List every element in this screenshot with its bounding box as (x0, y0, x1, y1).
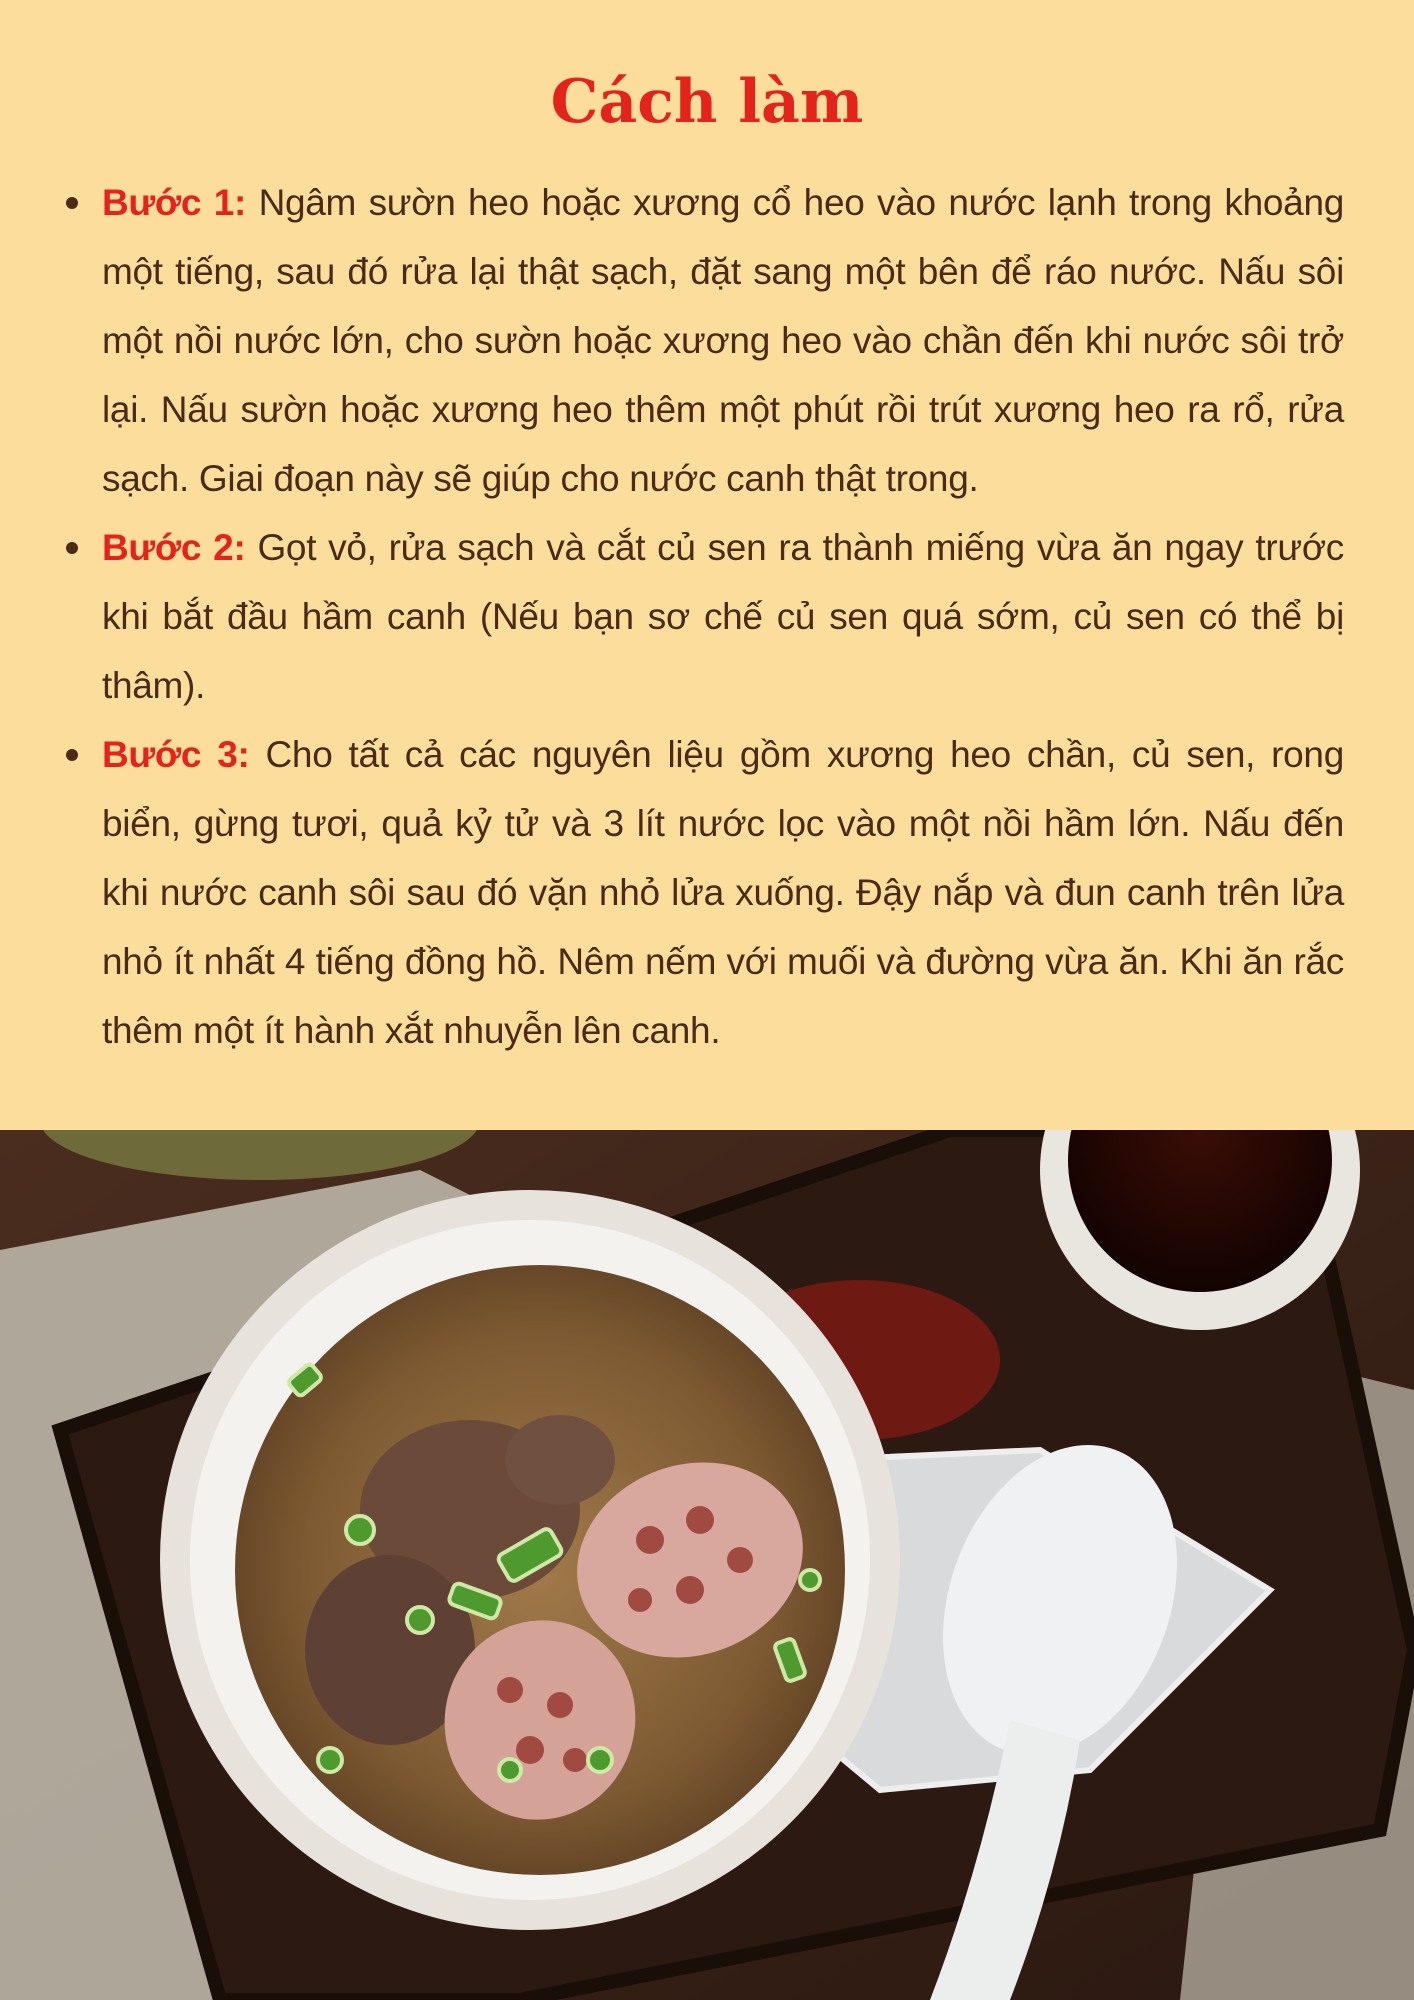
steps-list (60, 168, 1344, 1065)
step-label: Bước 3: (102, 734, 266, 775)
step-item-3 (60, 720, 1344, 1065)
bullet-icon (66, 749, 78, 761)
step-text: Cho tất cả các nguyên liệu gồm xương heo chần, củ sen, rong biển, gừng tươi, quả kỷ tử và 3 lít nước lọc vào một nồi hầm lớn. Nấu đến khi nước canh sôi sau đó vặn nhỏ lửa xuống. Đậy nắp và đun canh trên lửa nhỏ ít nhất 4 tiếng đồng hồ. Nêm nếm với muối và đường vừa ăn. Khi ăn rắc thêm một ít hành xắt nhuyễn lên canh. (102, 734, 1344, 1051)
step-label: Bước 1: (102, 182, 259, 223)
step-label: Bước 2: (102, 527, 258, 568)
bullet-icon (66, 197, 78, 209)
bullet-icon (66, 542, 78, 554)
step-item-1 (60, 168, 1344, 513)
pork-rib (505, 1415, 615, 1505)
step-item-2 (60, 513, 1344, 720)
step-text: Ngâm sườn heo hoặc xương cổ heo vào nước lạnh trong khoảng một tiếng, sau đó rửa lại thật sạch, đặt sang một bên để ráo nước. Nấu sôi một nồi nước lớn, cho sườn hoặc xương heo vào chần đến khi nước sôi trở lại. Nấu sườn hoặc xương heo thêm một phút rồi trút xương heo ra rổ, rửa sạch. Giai đoạn này sẽ giúp cho nước canh thật trong. (102, 182, 1344, 499)
soup-illustration (0, 1130, 1414, 2000)
step-text: Gọt vỏ, rửa sạch và cắt củ sen ra thành miếng vừa ăn ngay trước khi bắt đầu hầm canh (Nếu bạn sơ chế củ sen quá sớm, củ sen có thể bị thâm). (102, 527, 1344, 706)
soup-photo (0, 1130, 1414, 2000)
page-title: Cách làm (550, 67, 864, 137)
